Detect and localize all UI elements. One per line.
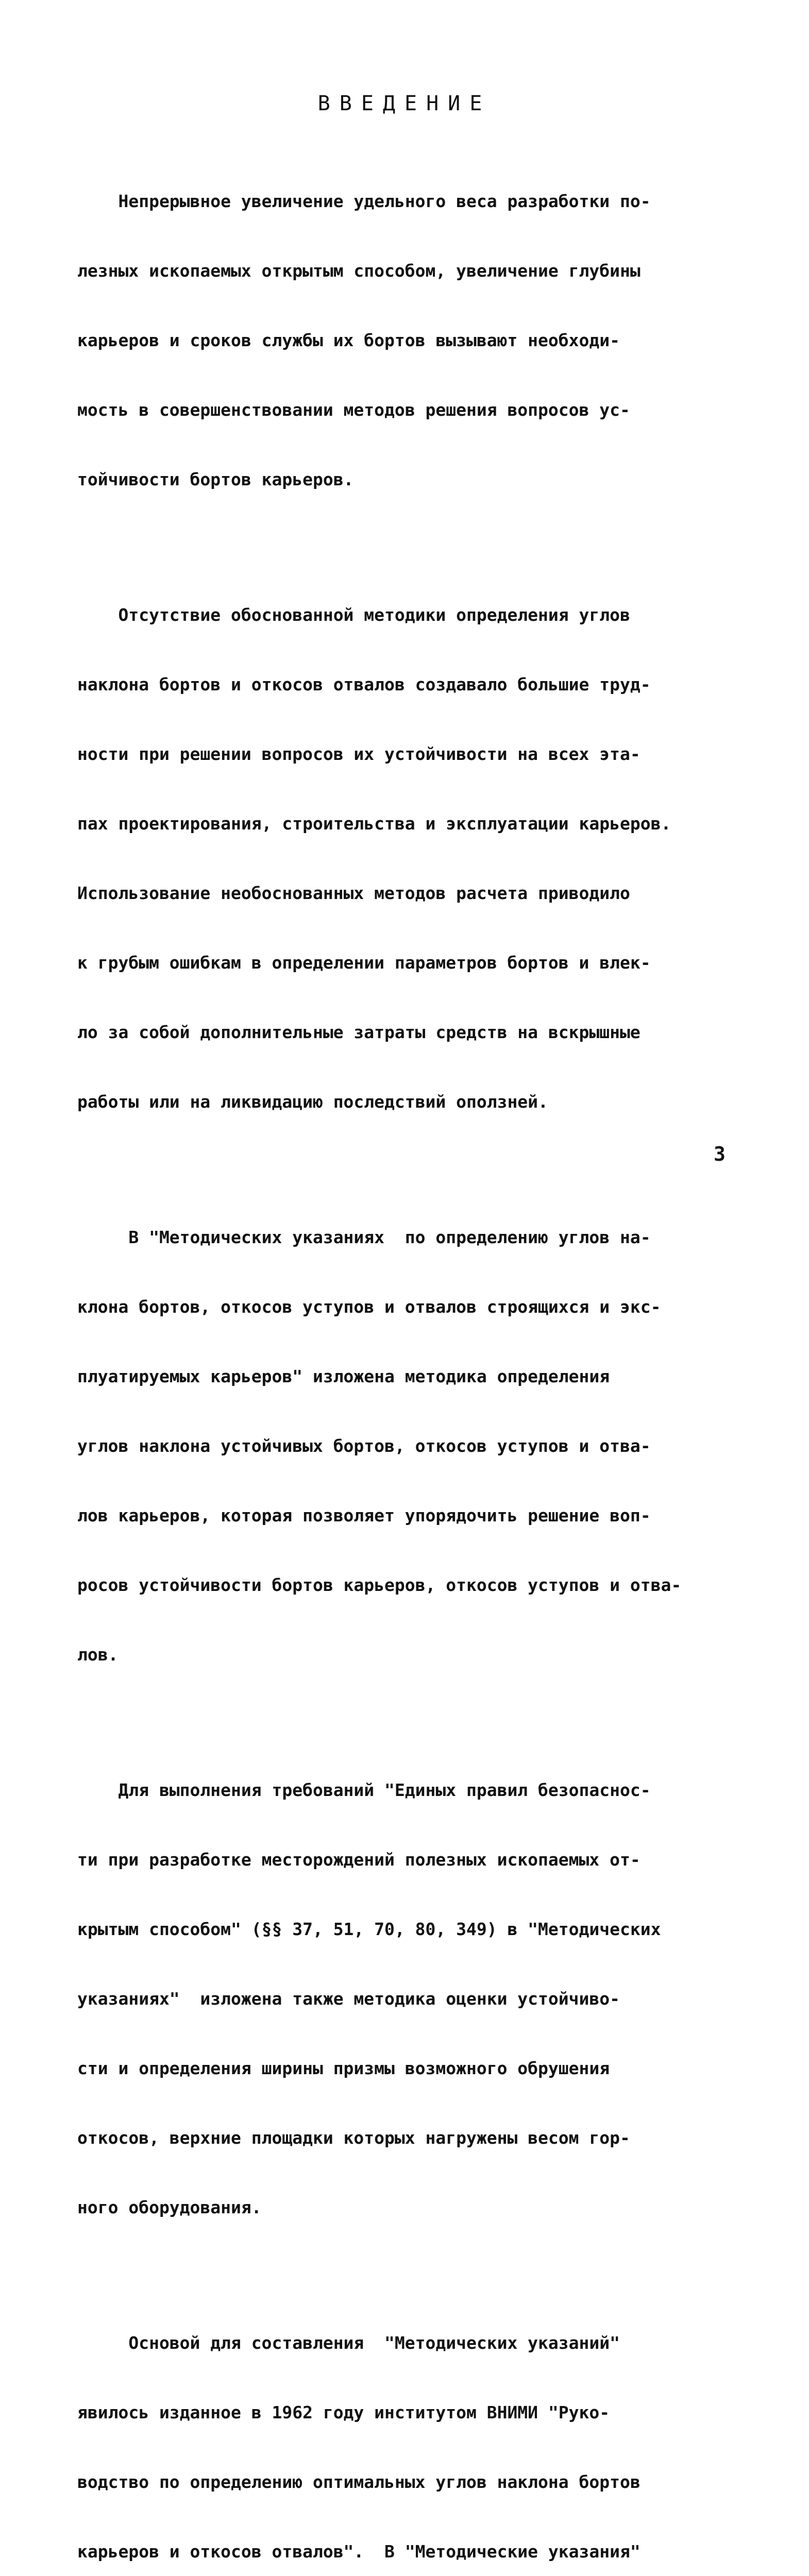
text-line: указаниях" изложена также методика оценки устойчиво- [77,1989,620,2009]
paragraph-1 [77,143,763,537]
text-line: В "Методических указаниях по определению углов на- [77,1227,651,1247]
text-line: работы или на ликвидацию последствий оползней. [77,1092,548,1112]
text-line: откосов, верхние площадки которых нагружены весом гор- [77,2128,630,2148]
text-line: крытым способом" (§§ 37, 51, 70, 80, 349) в "Методических [77,1919,661,1939]
text-line: карьеров и откосов отвалов". В "Методические указания" [77,2541,641,2562]
text-line: ло за собой дополнительные затраты средств на вскрышные [77,1022,641,1042]
text-line: лов. [77,1645,119,1665]
text-line: клона бортов, откосов уступов и отвалов строящихся и экс- [77,1297,661,1317]
text-line: Непрерывное увеличение удельного веса разработки по- [77,191,651,211]
text-line: Основой для составления "Методических указаний" [77,2333,620,2353]
text-line: сти и определения ширины призмы возможного обрушения [77,2058,610,2078]
text-line: Для выполнения требований "Единых правил безопаснос- [77,1780,651,1800]
text-line: углов наклона устойчивых бортов, откосов уступов и отва- [77,1436,651,1456]
text-line: росов устойчивости бортов карьеров, откосов уступов и отва- [77,1575,682,1595]
page-title: ВВЕДЕНИЕ [317,92,492,115]
text-line: Отсутствие обоснованной методики определения углов [77,605,630,625]
paragraph-3 [77,1179,763,1713]
text-line: карьеров и сроков службы их бортов вызывают необходи- [77,330,620,350]
text-line: к грубым ошибкам в определении параметров бортов и влек- [77,953,651,973]
text-line: явилось изданное в 1962 году институтом ВНИМИ "Руко- [77,2402,610,2422]
paragraph-2 [77,557,763,1160]
text-line: ти при разработке месторождений полезных ископаемых от- [77,1850,641,1870]
text-line: плуатируемых карьеров" изложена методика определения [77,1366,610,1386]
body-text [77,143,763,2576]
text-line: Использование необоснованных методов расчета приводило [77,883,630,903]
text-line: наклона бортов и откосов отвалов создавало большие труд- [77,674,651,694]
text-line: ного оборудования. [77,2197,262,2217]
text-line: водство по определению оптимальных углов наклона бортов [77,2472,641,2492]
text-line: тойчивости бортов карьеров. [77,469,354,489]
text-line: ности при решении вопросов их устойчивости на всех эта- [77,744,641,764]
text-line: мость в совершенствовании методов решения вопросов ус- [77,400,630,420]
page-number: 3 [714,1143,726,1165]
paragraph-4 [77,1732,763,2265]
text-line: лов карьеров, которая позволяет упорядочить решение воп- [77,1505,651,1526]
text-line: лезных ископаемых открытым способом, увеличение глубины [77,261,641,281]
paragraph-5 [77,2285,763,2576]
text-line: пах проектирования, строительства и эксплуатации карьеров. [77,814,671,834]
